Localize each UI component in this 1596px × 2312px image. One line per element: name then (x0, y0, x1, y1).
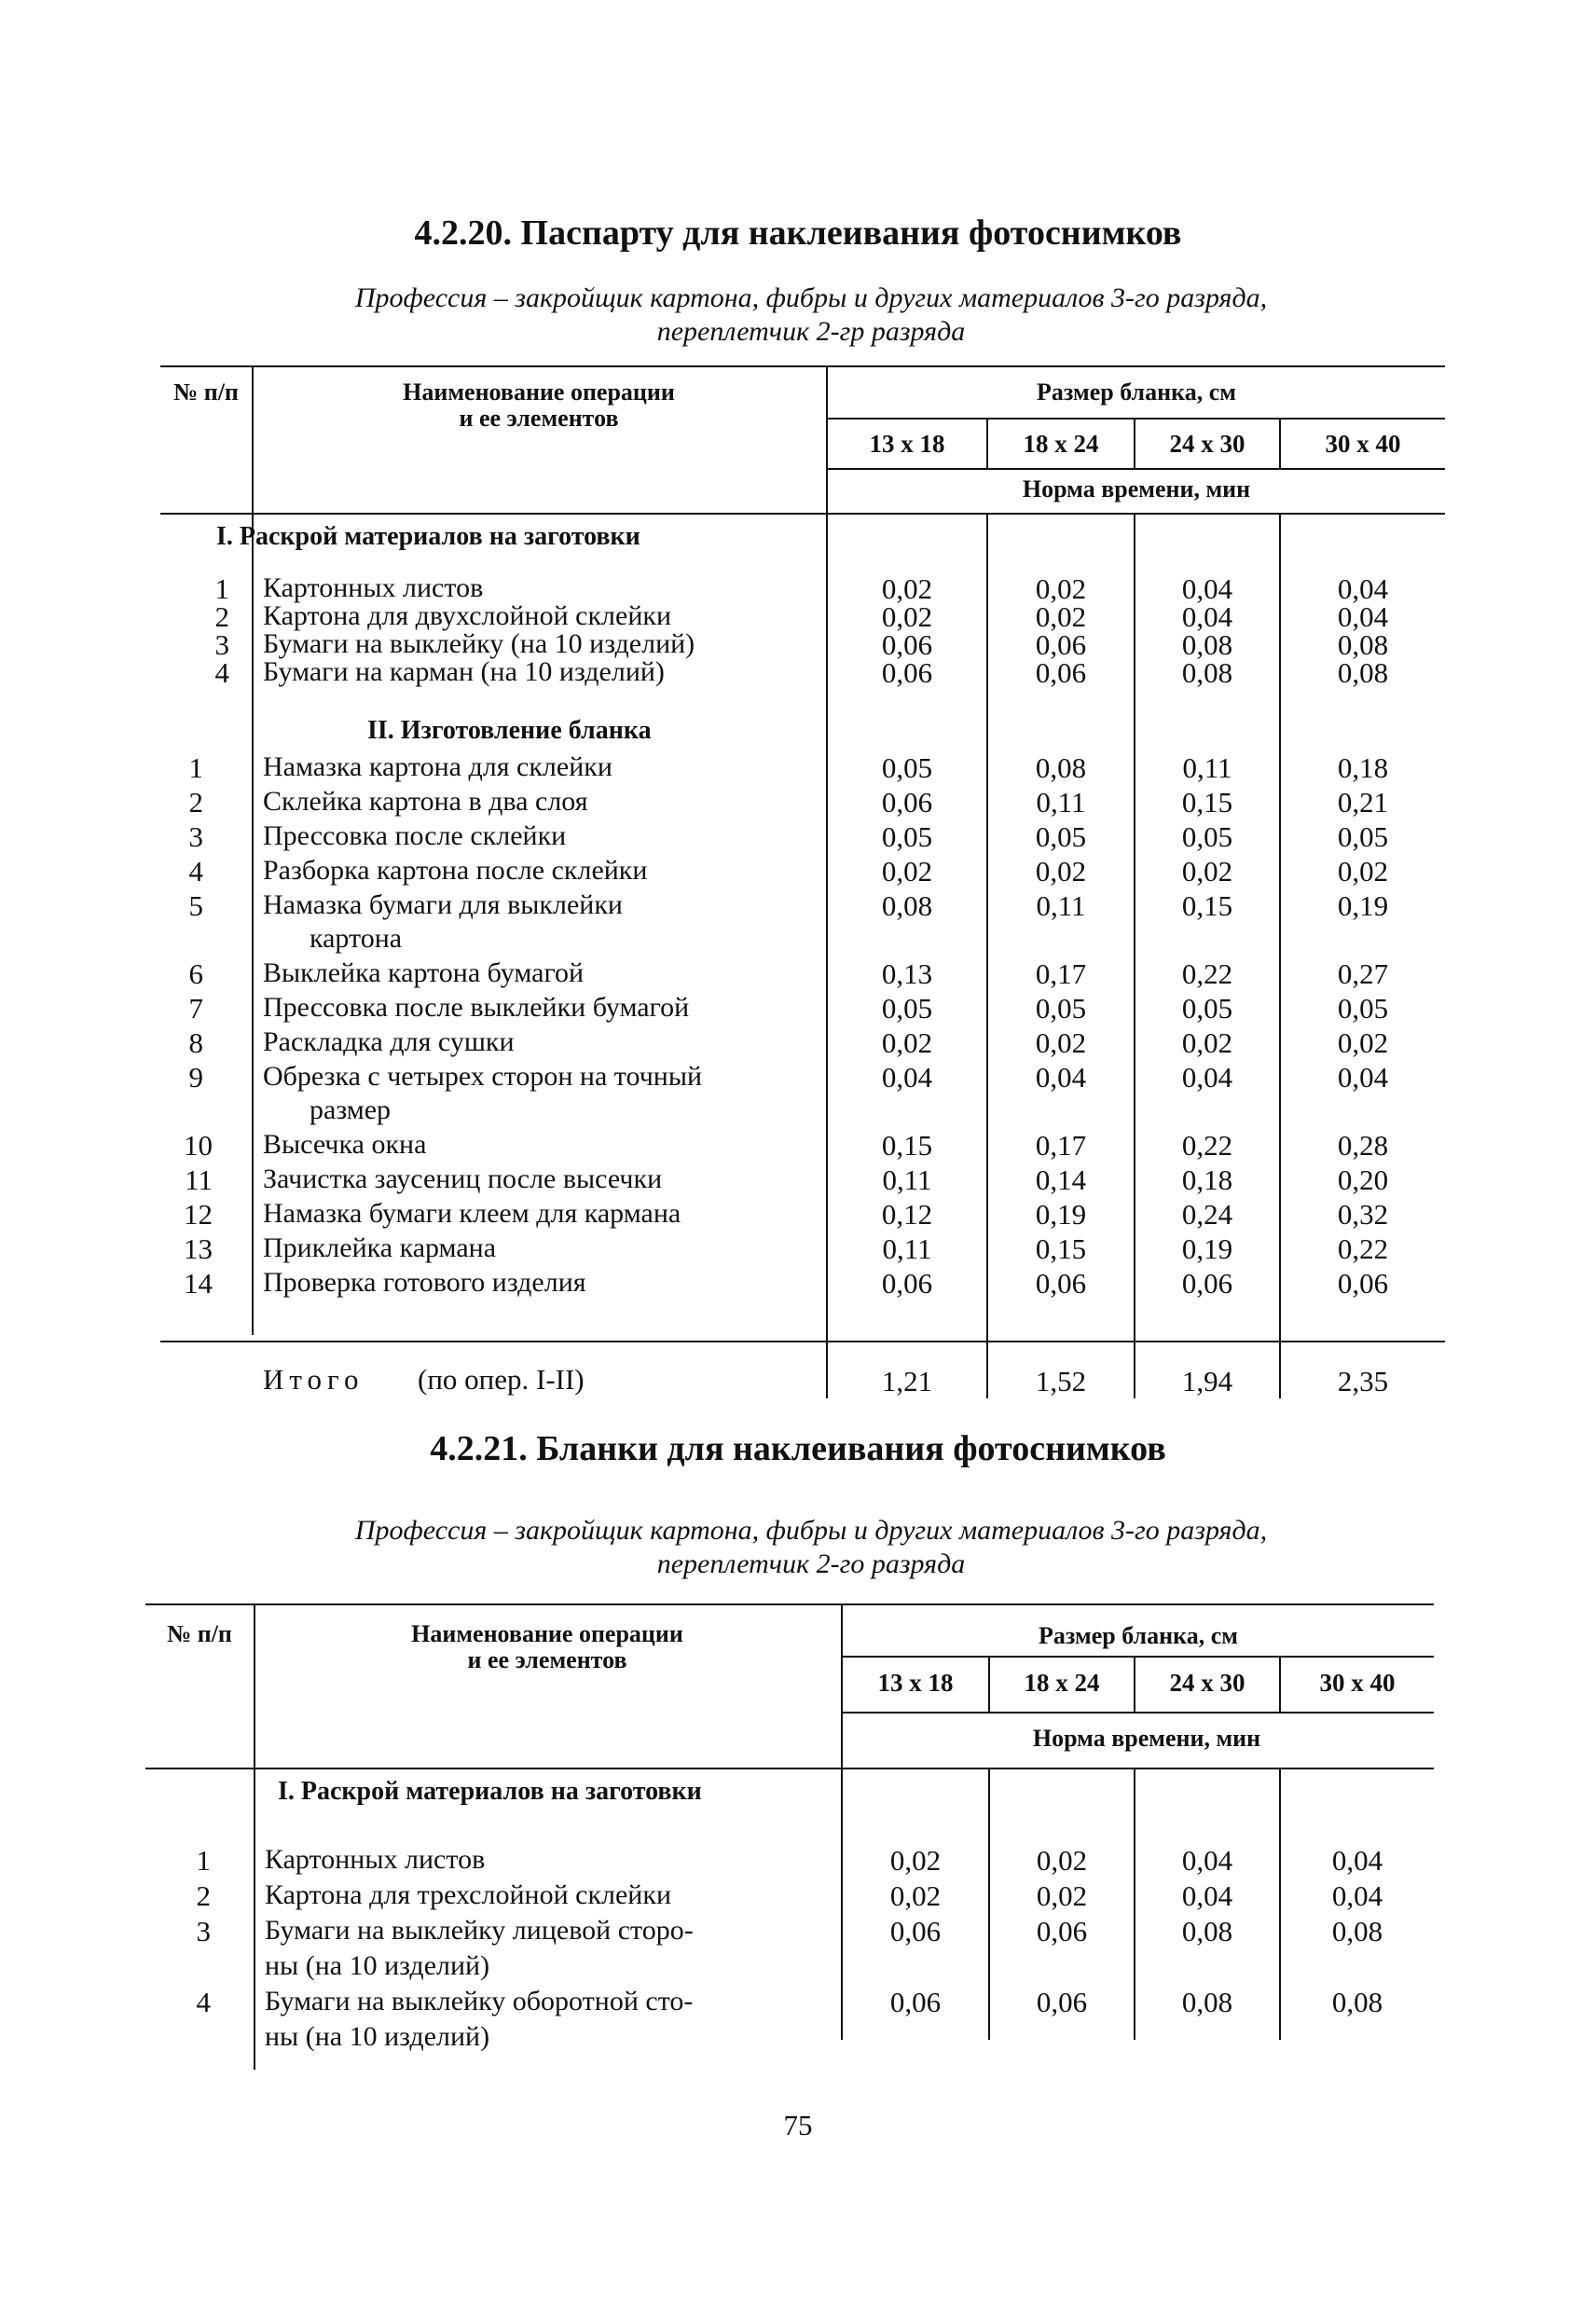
row-number: 13 (184, 1232, 213, 1265)
value-cell: 0,05 (1181, 992, 1233, 1025)
row-number: 7 (188, 992, 203, 1025)
header-size-1: 13 х 18 (877, 1669, 954, 1697)
value-cell: 0,08 (1337, 628, 1389, 661)
profession-line-1: Профессия – закройщик картона, фибры и других материалов 3-го разряда, (354, 282, 1268, 313)
value-cell: 0,11 (882, 1232, 932, 1265)
value-cell: 0,04 (1331, 1844, 1383, 1877)
row-number: 10 (184, 1129, 213, 1162)
row-number: 1 (188, 751, 203, 784)
group-title: II. Изготовление бланка (367, 716, 652, 745)
total-label: Итого (263, 1363, 365, 1396)
value-cell: 0,06 (881, 1267, 933, 1300)
body-bottom-rule (160, 1341, 1445, 1342)
value-cell: 0,02 (1035, 572, 1087, 605)
value-cell: 0,05 (1337, 992, 1389, 1025)
row-number: 2 (214, 600, 229, 633)
header-size: Размер бланка, см (1037, 378, 1236, 406)
value-cell: 0,02 (1337, 1026, 1389, 1059)
value-cell: 0,06 (881, 786, 933, 819)
value-cell: 0,22 (1337, 1232, 1389, 1265)
value-cell: 0,04 (1181, 572, 1233, 605)
value-cell: 0,08 (1035, 751, 1087, 784)
value-cell: 0,02 (889, 1879, 942, 1912)
value-cell: 0,06 (881, 628, 933, 661)
row-number: 4 (188, 855, 203, 888)
row-number: 9 (188, 1061, 203, 1094)
value-cell: 0,02 (1181, 855, 1233, 888)
value-cell: 0,22 (1181, 957, 1233, 990)
operation-name: Прессовка после склейки (263, 820, 567, 851)
value-cell: 0,04 (1337, 1061, 1389, 1094)
section-title: 4.2.21. Бланки для наклеивания фотоснимков (430, 1429, 1166, 1468)
header-norm: Норма времени, мин (1032, 1725, 1261, 1752)
value-cell: 0,04 (881, 1061, 933, 1094)
operation-name: Намазка бумаги клеем для кармана (263, 1198, 681, 1229)
header-num: № п/п (167, 1620, 232, 1647)
value-cell: 0,02 (1035, 1026, 1087, 1059)
value-cell: 0,11 (882, 1163, 932, 1196)
sizes-rule (843, 1712, 1434, 1713)
operation-name: Намазка бумаги для выклейки (263, 889, 623, 920)
header-operation-2: и ее элементов (467, 1646, 627, 1673)
value-cell: 0,12 (881, 1198, 933, 1231)
row-number: 1 (214, 572, 229, 605)
row-number: 2 (188, 786, 203, 819)
value-cell: 0,08 (1181, 628, 1233, 661)
row-number: 8 (188, 1026, 203, 1059)
operation-name: Картона для двухслойной склейки (263, 600, 672, 631)
operation-name: Высечка окна (263, 1129, 427, 1160)
profession-line-1: Профессия – закройщик картона, фибры и других материалов 3-го разряда, (354, 1515, 1268, 1546)
value-cell: 0,06 (1035, 1267, 1087, 1300)
value-cell: 0,02 (881, 600, 933, 633)
value-cell: 0,04 (1337, 572, 1389, 605)
operation-name-cont: ны (на 10 изделий) (265, 1950, 490, 1981)
operation-name: Зачистка заусениц после высечки (263, 1163, 663, 1194)
value-cell: 0,15 (1181, 889, 1233, 922)
size-header-rule (843, 1656, 1434, 1658)
page-number: 75 (783, 2109, 813, 2141)
row-number: 6 (188, 957, 203, 990)
value-cell: 0,02 (889, 1844, 942, 1877)
value-cell: 0,20 (1337, 1163, 1389, 1196)
row-number: 4 (214, 656, 229, 689)
value-cell: 0,04 (1181, 1061, 1233, 1094)
value-cell: 0,19 (1035, 1198, 1087, 1231)
value-cell: 0,06 (881, 656, 933, 689)
value-cell: 0,04 (1181, 1879, 1233, 1912)
total-value: 1,52 (1035, 1365, 1087, 1397)
total-label-ops: (по опер. I-II) (418, 1363, 585, 1396)
total-value: 1,21 (881, 1365, 933, 1397)
row-number: 11 (185, 1163, 213, 1196)
col-divider-num (252, 365, 254, 1335)
row-number: 2 (196, 1879, 211, 1912)
operation-name: Склейка картона в два слоя (263, 786, 588, 817)
profession-line-2: переплетчик 2-го разряда (656, 1548, 966, 1579)
operation-name: Приклейка кармана (263, 1232, 497, 1263)
value-cell: 0,08 (1181, 1915, 1233, 1947)
operation-name: Бумаги на выклейку оборотной сто- (265, 1986, 694, 2016)
total-value: 1,94 (1181, 1365, 1233, 1397)
value-cell: 0,08 (881, 889, 933, 922)
value-cell: 0,08 (1181, 656, 1233, 689)
operation-name: Проверка готового изделия (263, 1267, 586, 1298)
value-cell: 0,06 (889, 1915, 942, 1947)
row-number: 3 (188, 820, 203, 853)
value-cell: 0,28 (1337, 1129, 1389, 1162)
header-size-1: 13 х 18 (869, 430, 945, 458)
value-cell: 0,06 (1337, 1267, 1389, 1300)
value-cell: 0,19 (1181, 1232, 1233, 1265)
value-cell: 0,05 (1035, 992, 1087, 1025)
operation-name: Картонных листов (265, 1844, 486, 1875)
value-cell: 0,05 (1337, 820, 1389, 853)
sizes-rule (828, 468, 1445, 470)
value-cell: 0,05 (881, 820, 933, 853)
value-cell: 0,11 (1036, 889, 1086, 922)
value-cell: 0,08 (1337, 656, 1389, 689)
value-cell: 0,04 (1331, 1879, 1383, 1912)
value-cell: 0,06 (889, 1986, 942, 2018)
value-cell: 0,17 (1035, 957, 1087, 990)
value-cell: 0,02 (1036, 1844, 1088, 1877)
value-cell: 0,11 (1036, 786, 1086, 819)
value-cell: 0,14 (1035, 1163, 1087, 1196)
value-cell: 0,08 (1181, 1986, 1233, 2018)
group-title: I. Раскрой материалов на заготовки (216, 522, 640, 551)
value-cell: 0,13 (881, 957, 933, 990)
value-cell: 0,02 (1035, 600, 1087, 633)
value-cell: 0,19 (1337, 889, 1389, 922)
header-size-4: 30 х 40 (1325, 430, 1401, 458)
header-norm: Норма времени, мин (1022, 475, 1251, 502)
value-cell: 0,15 (1035, 1232, 1087, 1265)
row-number: 14 (184, 1267, 213, 1300)
size-header-rule (828, 418, 1445, 420)
value-cell: 0,32 (1337, 1198, 1389, 1231)
row-number: 3 (214, 628, 229, 661)
value-cell: 0,04 (1181, 1844, 1233, 1877)
section-title: 4.2.20. Паспарту для наклеивания фотоснимков (414, 213, 1182, 253)
value-cell: 0,18 (1181, 1163, 1233, 1196)
row-number: 4 (196, 1986, 211, 2018)
value-cell: 0,17 (1035, 1129, 1087, 1162)
header-size-2: 18 х 24 (1024, 1669, 1100, 1697)
operation-name: Картонных листов (263, 572, 484, 603)
operation-name-cont: картона (310, 923, 403, 954)
value-cell: 0,21 (1337, 786, 1389, 819)
profession-line-2: переплетчик 2-гр разряда (656, 316, 966, 347)
value-cell: 0,04 (1181, 600, 1233, 633)
value-cell: 0,02 (881, 572, 933, 605)
header-bottom-rule (145, 1768, 1434, 1769)
group-title: I. Раскрой материалов на заготовки (278, 1777, 702, 1806)
operation-name: Бумаги на выклейку лицевой сторо- (265, 1915, 694, 1946)
row-number: 5 (188, 889, 203, 922)
value-cell: 0,18 (1337, 751, 1389, 784)
value-cell: 0,08 (1331, 1915, 1383, 1947)
operation-name: Бумаги на карман (на 10 изделий) (263, 656, 665, 687)
header-size: Размер бланка, см (1039, 1622, 1238, 1649)
operation-name: Выклейка картона бумагой (263, 957, 585, 988)
header-operation-1: Наименование операции (411, 1620, 683, 1647)
operation-name: Картона для трехслойной склейки (265, 1879, 671, 1910)
header-size-3: 24 х 30 (1169, 430, 1245, 458)
operation-name: Раскладка для сушки (263, 1026, 515, 1057)
value-cell: 0,22 (1181, 1129, 1233, 1162)
operation-name: Разборка картона после склейки (263, 855, 648, 886)
value-cell: 0,05 (1035, 820, 1087, 853)
value-cell: 0,15 (881, 1129, 933, 1162)
row-number: 1 (196, 1844, 211, 1877)
header-operation-1: Наименование операции (403, 378, 675, 406)
value-cell: 0,08 (1331, 1986, 1383, 2018)
value-cell: 0,06 (1181, 1267, 1233, 1300)
header-size-4: 30 х 40 (1319, 1669, 1396, 1697)
operation-name: Намазка картона для склейки (263, 751, 612, 782)
value-cell: 0,05 (1181, 820, 1233, 853)
header-size-3: 24 х 30 (1169, 1669, 1245, 1697)
row-number: 12 (184, 1198, 213, 1231)
value-cell: 0,04 (1337, 600, 1389, 633)
value-cell: 0,27 (1337, 957, 1389, 990)
header-bottom-rule (160, 513, 1445, 515)
total-value: 2,35 (1337, 1365, 1389, 1397)
value-cell: 0,06 (1036, 1986, 1088, 2018)
operation-name: Обрезка с четырех сторон на точный (263, 1061, 703, 1092)
value-cell: 0,02 (1035, 855, 1087, 888)
operation-name-cont: ны (на 10 изделий) (265, 2021, 490, 2052)
value-cell: 0,05 (881, 751, 933, 784)
value-cell: 0,02 (881, 855, 933, 888)
operation-name: Бумаги на выклейку (на 10 изделий) (263, 628, 695, 659)
value-cell: 0,06 (1036, 1915, 1088, 1947)
value-cell: 0,02 (1337, 855, 1389, 888)
value-cell: 0,02 (1036, 1879, 1088, 1912)
value-cell: 0,02 (1181, 1026, 1233, 1059)
header-operation-2: и ее элементов (459, 405, 619, 432)
header-size-2: 18 х 24 (1023, 430, 1099, 458)
table-top-rule (145, 1603, 1434, 1605)
value-cell: 0,04 (1035, 1061, 1087, 1094)
row-number: 3 (196, 1915, 211, 1947)
value-cell: 0,06 (1035, 628, 1087, 661)
header-num: № п/п (173, 378, 239, 406)
value-cell: 0,05 (881, 992, 933, 1025)
operation-name-cont: размер (310, 1094, 392, 1125)
table-top-rule (160, 365, 1445, 367)
value-cell: 0,15 (1181, 786, 1233, 819)
value-cell: 0,06 (1035, 656, 1087, 689)
value-cell: 0,02 (881, 1026, 933, 1059)
value-cell: 0,24 (1181, 1198, 1233, 1231)
operation-name: Прессовка после выклейки бумагой (263, 992, 690, 1023)
value-cell: 0,11 (1182, 751, 1232, 784)
